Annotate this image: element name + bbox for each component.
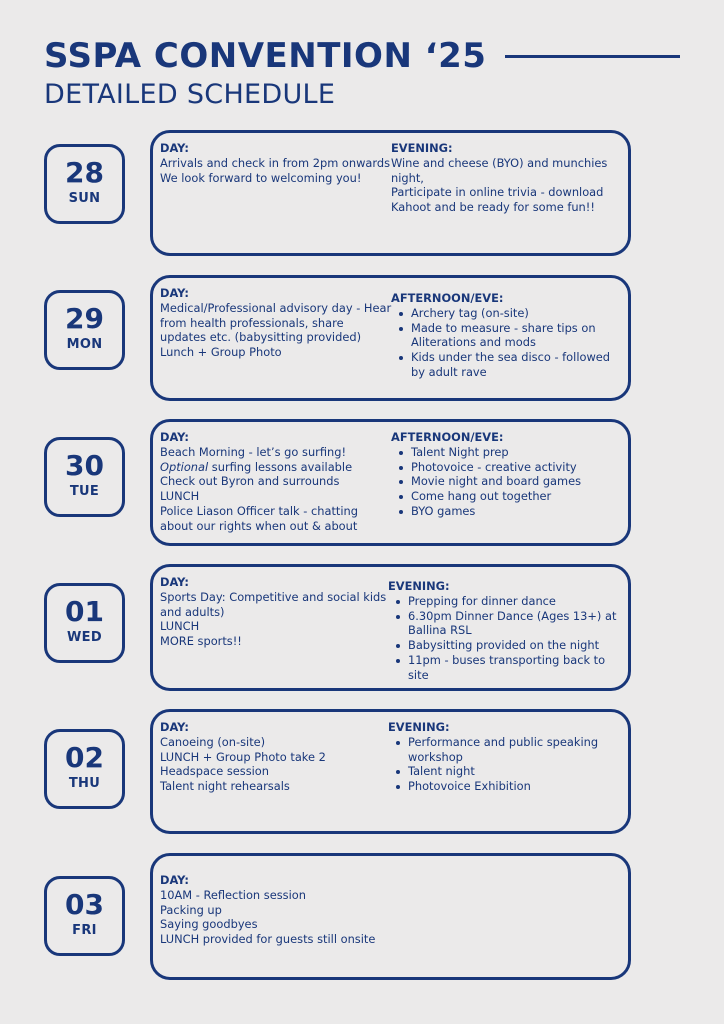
day-label: DAY: [160, 141, 189, 155]
date-badge [44, 290, 125, 370]
evening-column [388, 720, 624, 794]
page-title: SSPA CONVENTION ‘25 [44, 36, 487, 76]
schedule-line: LUNCH [160, 489, 200, 504]
date-weekday: SUN [68, 191, 101, 206]
day-column [160, 141, 392, 185]
activity-list [391, 445, 627, 519]
schedule-line: 10AM - Reflection session [160, 887, 306, 902]
afternoon-label: AFTERNOON/EVE: [391, 291, 504, 305]
schedule-line: We look forward to welcoming you! [160, 170, 362, 185]
day-column [160, 720, 392, 794]
day-label: DAY: [160, 575, 189, 589]
schedule-card [150, 853, 631, 980]
schedule-line: Check out Byron and surrounds [160, 474, 340, 489]
list-item: 6.30pm Dinner Dance (Ages 13+) at Ballina RSL [388, 609, 624, 639]
schedule-line: Canoeing (on-site) [160, 734, 266, 749]
evening-label: EVENING: [388, 579, 450, 593]
day-column [160, 873, 460, 947]
date-number: 03 [65, 888, 104, 921]
schedule-line: Participate in online trivia - download Kahoot and be ready for some fun!! [391, 185, 604, 215]
schedule-line: Beach Morning - let’s go surfing! [160, 444, 347, 459]
evening-column [391, 141, 627, 215]
list-item: Photovoice Exhibition [388, 779, 624, 794]
date-badge [44, 437, 125, 517]
day-label: DAY: [160, 286, 189, 300]
date-number: 02 [65, 741, 104, 774]
list-item: Photovoice - creative activity [391, 460, 627, 475]
date-number: 01 [65, 595, 104, 628]
schedule-line: Saying goodbyes [160, 917, 258, 932]
list-item: Made to measure - share tips on Aliterations and mods [391, 321, 627, 351]
date-badge [44, 144, 125, 224]
schedule-line: LUNCH + Group Photo take 2 [160, 749, 326, 764]
list-item: Kids under the sea disco - followed by adult rave [391, 350, 627, 380]
list-item: Come hang out together [391, 489, 627, 504]
day-label: DAY: [160, 873, 189, 887]
list-item: Archery tag (on-site) [391, 306, 627, 321]
day-label: DAY: [160, 720, 189, 734]
list-item: Talent night [388, 764, 624, 779]
page-subtitle: DETAILED SCHEDULE [44, 79, 336, 110]
schedule-card [150, 419, 631, 546]
date-weekday: THU [68, 776, 101, 791]
schedule-line: Arrivals and check in from 2pm onwards [160, 155, 391, 170]
date-number: 29 [65, 302, 104, 335]
date-weekday: MON [66, 337, 103, 352]
title-divider [505, 55, 680, 58]
schedule-line: Talent night rehearsals [160, 779, 290, 794]
afternoon-label: AFTERNOON/EVE: [391, 430, 504, 444]
date-number: 30 [65, 449, 104, 482]
date-badge [44, 583, 125, 663]
date-badge [44, 729, 125, 809]
schedule-line: Wine and cheese (BYO) and munchies night, [391, 155, 608, 185]
list-item: 11pm - buses transporting back to site [388, 653, 624, 683]
list-item: BYO games [391, 504, 627, 519]
day-label: DAY: [160, 430, 189, 444]
list-item: Prepping for dinner dance [388, 594, 624, 609]
date-weekday: FRI [72, 923, 97, 938]
evening-label: EVENING: [391, 141, 453, 155]
schedule-line: Police Liason Officer talk - chatting about our rights when out & about [160, 503, 359, 533]
schedule-card [150, 130, 631, 256]
schedule-card [150, 709, 631, 834]
date-weekday: TUE [69, 484, 100, 499]
schedule-line: Sports Day: Competitive and social kids and adults) [160, 589, 387, 619]
afternoon-column [391, 291, 627, 380]
day-column [160, 430, 392, 534]
date-badge [44, 876, 125, 956]
activity-list [391, 306, 627, 380]
schedule-line: Packing up [160, 902, 222, 917]
activity-list [388, 735, 624, 794]
schedule-line: LUNCH [160, 619, 200, 634]
schedule-card [150, 275, 631, 401]
italic-text: Optional [160, 459, 209, 474]
list-item: Movie night and board games [391, 474, 627, 489]
day-column [160, 575, 392, 649]
list-item: Talent Night prep [391, 445, 627, 460]
schedule-line: Lunch + Group Photo [160, 345, 282, 360]
list-item: Babysitting provided on the night [388, 638, 624, 653]
afternoon-column [391, 430, 627, 519]
list-item: Performance and public speaking workshop [388, 735, 624, 765]
schedule-line: Headspace session [160, 764, 269, 779]
evening-label: EVENING: [388, 720, 450, 734]
schedule-line: Medical/Professional advisory day - Hear from health professionals, share updates etc. (babysitting provided) [160, 300, 392, 345]
schedule-line: MORE sports!! [160, 634, 242, 649]
activity-list [388, 594, 624, 683]
date-weekday: WED [67, 630, 102, 645]
schedule-card [150, 564, 631, 691]
schedule-line: Optional surfing lessons available [160, 459, 353, 474]
schedule-line: LUNCH provided for guests still onsite [160, 932, 376, 947]
day-column [160, 286, 392, 360]
date-number: 28 [65, 156, 104, 189]
evening-column [388, 579, 624, 683]
